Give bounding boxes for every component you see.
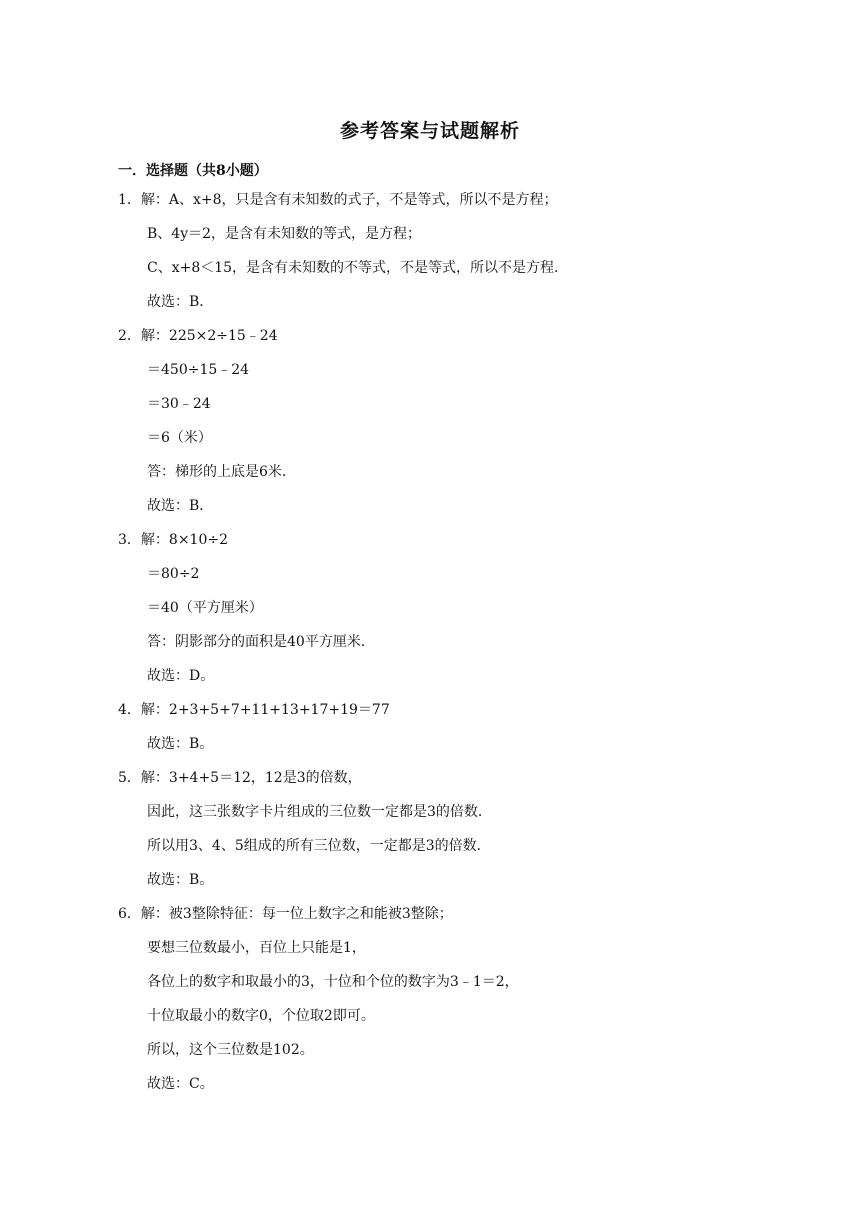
answer-6-line-1: 6．解：被3整除特征：每一位上数字之和能被3整除； xyxy=(118,906,453,922)
answer-1-line-1: 1．解：A、x+8，只是含有未知数的式子，不是等式，所以不是方程； xyxy=(118,192,558,208)
answer-1-choice: 故选：B． xyxy=(147,294,214,310)
answer-3-line-1: 3．解：8×10÷2 xyxy=(118,532,228,548)
section-heading: 一．选择题（共8小题） xyxy=(118,163,268,179)
answer-2-line-2: ＝450÷15﹣24 xyxy=(147,362,250,378)
answer-5-choice: 故选：B。 xyxy=(147,872,214,888)
answer-6-choice: 故选：C。 xyxy=(147,1076,214,1092)
answer-2-line-1: 2．解：225×2÷15﹣24 xyxy=(118,328,278,344)
answer-5-line-1: 5．解：3+4+5＝12，12是3的倍数， xyxy=(118,770,362,786)
answer-4-choice: 故选：B。 xyxy=(147,736,214,752)
answer-6-line-4: 十位取最小的数字0，个位取2即可。 xyxy=(147,1008,375,1024)
answer-4-line-1: 4．解：2+3+5+7+11+13+17+19＝77 xyxy=(118,702,390,718)
page-title: 参考答案与试题解析 xyxy=(339,120,520,142)
answer-3-line-2: ＝80÷2 xyxy=(147,566,200,582)
answer-1-line-3: C、x+8＜15，是含有未知数的不等式，不是等式，所以不是方程． xyxy=(147,260,569,276)
answer-2-line-4: ＝6（米） xyxy=(147,430,212,446)
answer-6-line-5: 所以，这个三位数是102。 xyxy=(147,1042,314,1058)
answer-1-line-2: B、4y＝2，是含有未知数的等式，是方程； xyxy=(147,226,422,242)
answer-5-line-2: 因此，这三张数字卡片组成的三位数一定都是3的倍数． xyxy=(147,804,492,820)
answer-3-line-3: ＝40（平方厘米） xyxy=(147,600,263,616)
answer-2-line-3: ＝30﹣24 xyxy=(147,396,211,412)
answer-3-line-4: 答：阴影部分的面积是40平方厘米． xyxy=(147,634,375,650)
answer-5-line-3: 所以用3、4、5组成的所有三位数，一定都是3的倍数． xyxy=(147,838,491,854)
answer-3-choice: 故选：D。 xyxy=(147,668,215,684)
answer-6-line-3: 各位上的数字和取最小的3，十位和个位的数字为3﹣1＝2， xyxy=(147,974,519,990)
answer-2-line-5: 答：梯形的上底是6米． xyxy=(147,464,296,480)
answer-2-choice: 故选：B． xyxy=(147,498,214,514)
answer-6-line-2: 要想三位数最小，百位上只能是1， xyxy=(147,940,366,956)
